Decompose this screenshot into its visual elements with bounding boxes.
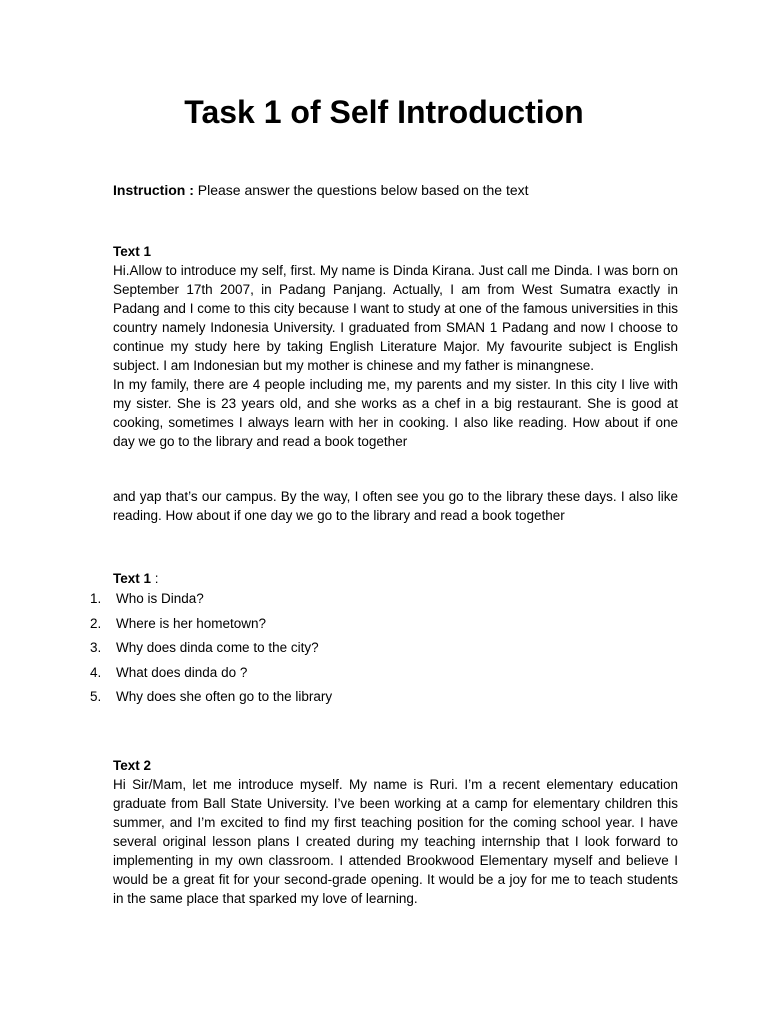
questions-heading-suffix: : (151, 571, 159, 586)
question-text: Why does dinda come to the city? (116, 640, 319, 655)
questions-heading-label: Text 1 (113, 571, 152, 586)
question-number: 3. (90, 640, 102, 655)
text2-paragraph-1: Hi Sir/Mam, let me introduce myself. My name is Ruri. I’m a recent elementary education graduate from Ball State University. I’ve been working at a camp for elementary children this summer, and I’m excited to find my first teaching position for the coming school year. I have several original lesson plans I created during my teaching internship that I look forward to implementing in my own classroom. I attended Brookwood Elementary myself and believe I would be a great fit for your second-grade opening. It would be a joy for me to teach students in the same place that sparked my love of learning. (113, 777, 678, 906)
instruction (113, 180, 683, 200)
text1-heading: Text 1 (113, 244, 152, 259)
question-number: 2. (90, 615, 102, 631)
question-item (90, 638, 650, 663)
question-text: Where is her hometown? (116, 615, 267, 631)
question-item (90, 589, 650, 614)
question-item (90, 614, 650, 639)
text1-paragraph-3: and yap that’s our campus. By the way, I often see you go to the library these days. I also like reading. How about if one day we go to the library and read a book together (113, 489, 678, 523)
question-item (90, 687, 650, 712)
questions-heading (113, 569, 159, 588)
text2-heading: Text 2 (113, 758, 152, 773)
text1-section (113, 242, 678, 451)
question-text: Why does she often go to the library (116, 689, 333, 704)
instruction-text: Please answer the questions below based on the text (193, 182, 529, 198)
question-number: 1. (90, 591, 102, 606)
text1-continuation (113, 487, 678, 525)
question-text: Who is Dinda? (116, 591, 204, 606)
text1-paragraph-2: In my family, there are 4 people including me, my parents and my sister. In this city I live with my sister. She is 23 years old, and she works as a chef in a big restaurant. She is good at cooking, sometimes I always learn with her in cooking. I also like reading. How about if one day we go to the library and read a book together (113, 377, 678, 449)
text2-section (113, 756, 678, 908)
instruction-label: Instruction : (113, 182, 194, 198)
text1-paragraph-1: Hi.Allow to introduce my self, first. My name is Dinda Kirana. Just call me Dinda. I was born on September 17th 2007, in Padang Panjang. Actually, I am from West Sumatra exactly in Padang and I come to this city because I want to study at one of the famous universities in this country namely Indonesia University. I graduated from SMAN 1 Padang and now I choose to continue my study here by taking English Literature Major. My favourite subject is English subject. I am Indonesian but my mother is chinese and my father is minangnese. (113, 263, 678, 373)
question-list (90, 589, 650, 712)
question-number: 5. (90, 689, 102, 704)
page-title: Task 1 of Self Introduction (184, 94, 584, 130)
question-number: 4. (90, 664, 102, 680)
question-text: What does dinda do ? (116, 664, 248, 680)
question-item (90, 663, 650, 688)
